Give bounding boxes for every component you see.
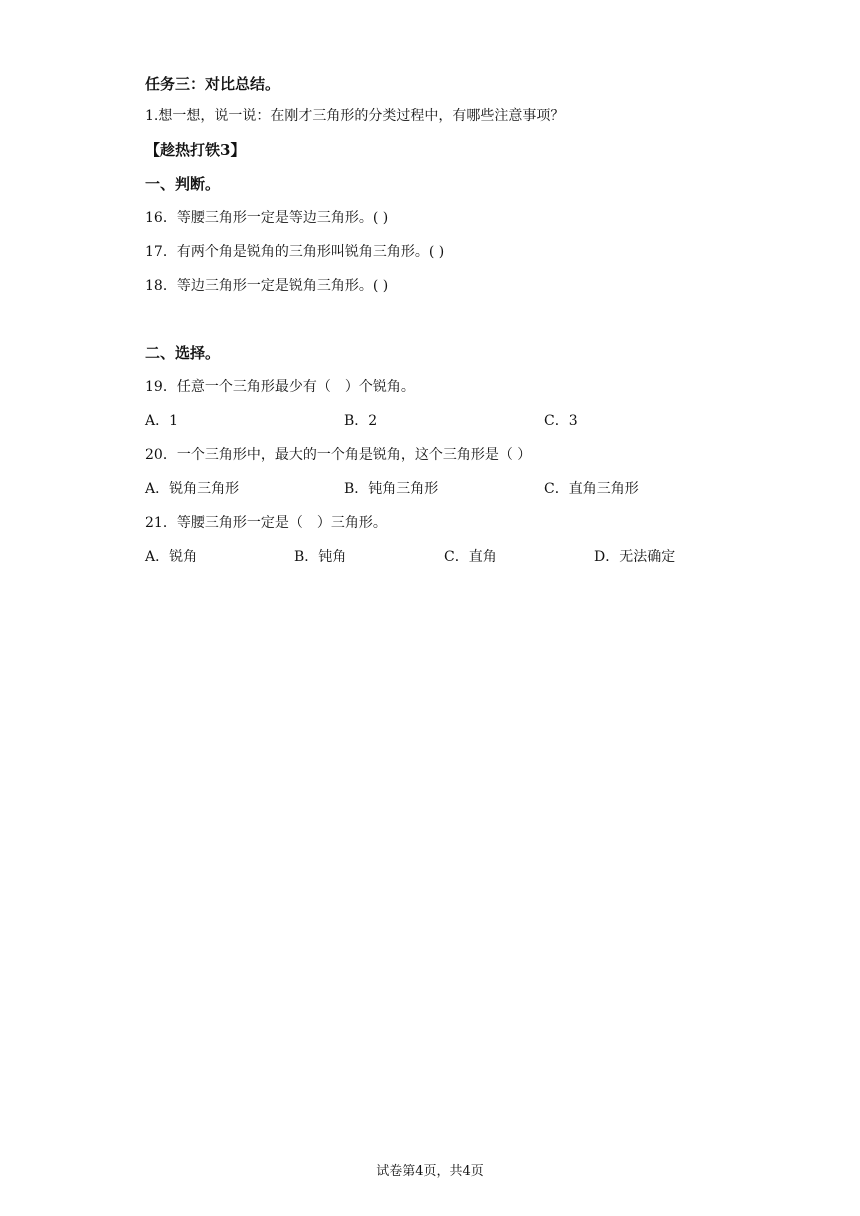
question-19-option-c: C．3	[544, 413, 578, 429]
question-20-option-c: C．直角三角形	[544, 481, 639, 497]
question-21-option-d: D．无法确定	[594, 549, 676, 565]
question-19-option-a: A．1	[145, 413, 179, 429]
question-19-option-b: B．2	[344, 413, 378, 429]
question-21-option-a: A．锐角	[145, 549, 198, 565]
part2-title: 二、选择。	[145, 344, 221, 362]
judge-item-16: 16．等腰三角形一定是等边三角形。( )	[145, 210, 389, 226]
task3-question: 1.想一想，说一说：在刚才三角形的分类过程中，有哪些注意事项？	[145, 108, 565, 124]
judge-item-18: 18．等边三角形一定是锐角三角形。( )	[145, 278, 389, 294]
question-21-stem: 21．等腰三角形一定是（ ）三角形。	[145, 515, 387, 531]
question-20-stem: 20．一个三角形中，最大的一个角是锐角，这个三角形是（ ）	[145, 447, 532, 463]
question-20-option-b: B．钝角三角形	[344, 481, 439, 497]
question-20-option-a: A．锐角三角形	[145, 481, 240, 497]
page-footer: 试卷第4页，共4页	[376, 1164, 484, 1179]
part1-title: 一、判断。	[145, 175, 221, 193]
task3-title: 任务三：对比总结。	[145, 75, 281, 93]
judge-item-17: 17．有两个角是锐角的三角形叫锐角三角形。( )	[145, 244, 445, 260]
practice-title: 【趁热打铁3】	[145, 141, 246, 159]
question-21-option-b: B．钝角	[294, 549, 347, 565]
question-19-stem: 19．任意一个三角形最少有（ ）个锐角。	[145, 379, 415, 395]
question-21-option-c: C．直角	[444, 549, 497, 565]
